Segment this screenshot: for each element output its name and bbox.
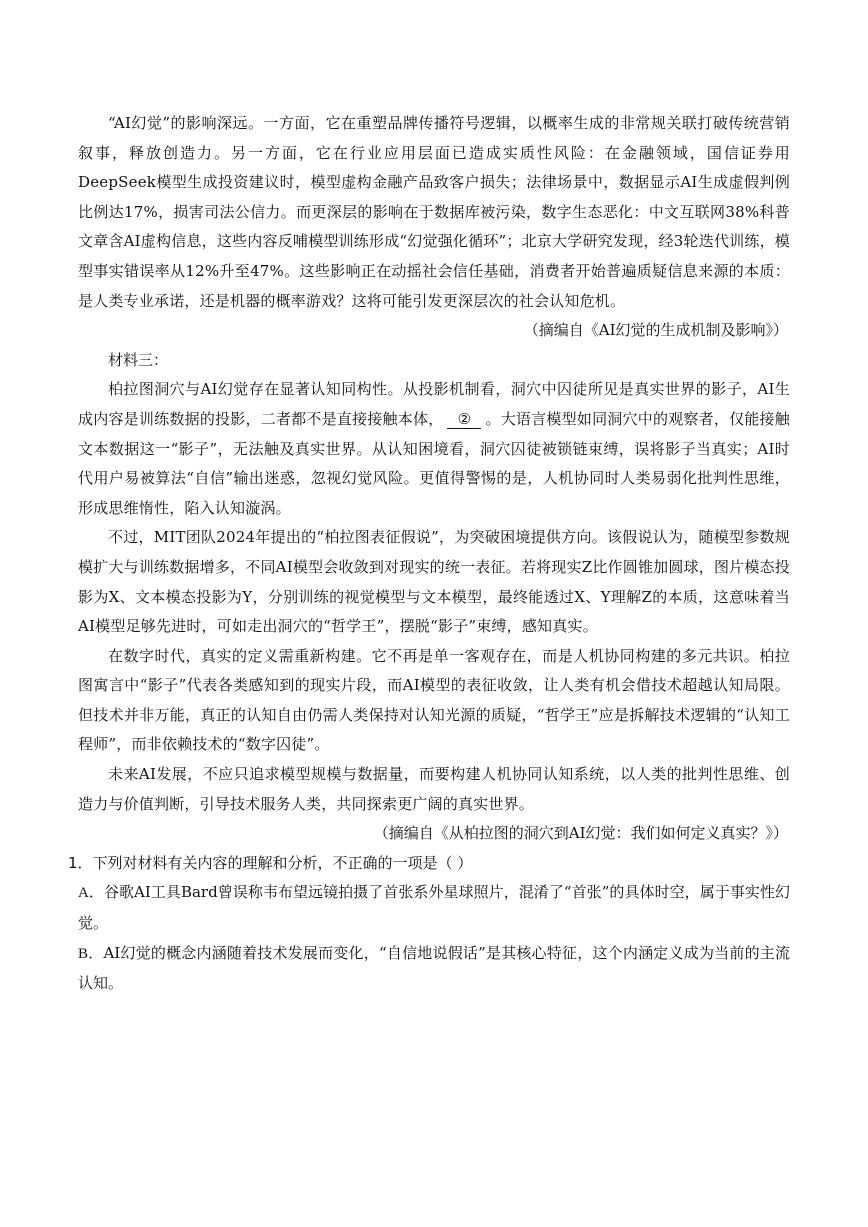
material3-p1-before: 柏拉图洞穴与AI幻觉存在显著认知同构性。从投影机制看，洞穴中囚徒所见是真实世界的影子，AI生成内容是训练数据的投影，二者都不是直接接触本体， — [78, 380, 790, 428]
option-letter: A． — [78, 885, 104, 902]
material3-paragraph-1 — [78, 375, 790, 523]
material3-paragraph-4: 未来AI发展，不应只追求模型规模与数据量，而要构建人机协同认知系统，以人类的批判性思维、创造力与价值判断，引导技术服务人类，共同探索更广阔的真实世界。 — [78, 765, 790, 813]
material2-source: （摘编自《AI幻觉的生成机制及影响》） — [523, 321, 788, 340]
question-1-option-a[interactable] — [78, 878, 790, 938]
question-1-stem: 1．下列对材料有关内容的理解和分析，不正确的一项是（ ） — [68, 853, 473, 872]
fill-blank-2: ② — [447, 410, 481, 429]
option-text: 谷歌AI工具Bard曾误称韦布望远镜拍摄了首张系外星球照片，混淆了“首张”的具体时空，属于事实性幻觉。 — [78, 883, 790, 933]
material2-paragraph: “AI幻觉”的影响深远。一方面，它在重塑品牌传播符号逻辑，以概率生成的非常规关联打破传统营销叙事，释放创造力。另一方面，它在行业应用层面已造成实质性风险：在金融领域，国信证券用DeepSeek模型生成投资建议时，模型虚构金融产品致客户损失；法律场景中，数据显示AI生成虚假判例比例达17%，损害司法公信力。而更深层的影响在于数据库被污染，数字生态恶化：中文互联网38%科普文章含AI虚构信息，这些内容反哺模型训练形成“幻觉强化循环”；北京大学研究发现，经3轮迭代训练，模型事实错误率从12%升至47%。这些影响正在动摇社会信任基础，消费者开始普遍质疑信息来源的本质：是人类专业承诺，还是机器的概率游戏？这将可能引发更深层次的社会认知危机。 — [78, 114, 790, 310]
material3-p1-after: 。大语言模型如同洞穴中的观察者，仅能接触文本数据这一“影子”，无法触及真实世界。从认知困境看，洞穴囚徒被锁链束缚，误将影子当真实；AI时代用户易被算法“自信”输出迷惑，忽视幻觉风险。更值得警惕的是，人机协同时人类易弱化批判性思维，形成思维惰性，陷入认知漩涡。 — [78, 409, 790, 517]
material3-source: （摘编自《从柏拉图的洞穴到AI幻觉：我们如何定义真实？》） — [373, 824, 788, 843]
option-text: AI幻觉的概念内涵随着技术发展而变化，“自信地说假话”是其核心特征，这个内涵定义成为当前的主流认知。 — [78, 943, 790, 993]
material3-paragraph-2: 不过，MIT团队2024年提出的“柏拉图表征假说”，为突破困境提供方向。该假说认为，随模型参数规模扩大与训练数据增多，不同AI模型会收敛到对现实的统一表征。若将现实Z比作圆锥加圆球，图片模态投影为X、文本模态投影为Y，分别训练的视觉模型与文本模型，最终能透过X、Y理解Z的本质，这意味着当AI模型足够先进时，可如走出洞穴的“哲学王”，摆脱“影子”束缚，感知真实。 — [78, 528, 790, 636]
material3-paragraph-3: 在数字时代，真实的定义需重新构建。它不再是单一客观存在，而是人机协同构建的多元共识。柏拉图寓言中“影子”代表各类感知到的现实片段，而AI模型的表征收敛，让人类有机会借技术超越认知局限。但技术并非万能，真正的认知自由仍需人类保持对认知光源的质疑，“哲学王”应是拆解技术逻辑的“认知工程师”，而非依赖技术的“数字囚徒”。 — [78, 646, 790, 754]
document-body — [68, 109, 790, 999]
question-1-option-b[interactable] — [78, 939, 790, 999]
material3-label: 材料三： — [108, 350, 169, 369]
option-letter: B． — [78, 945, 104, 962]
